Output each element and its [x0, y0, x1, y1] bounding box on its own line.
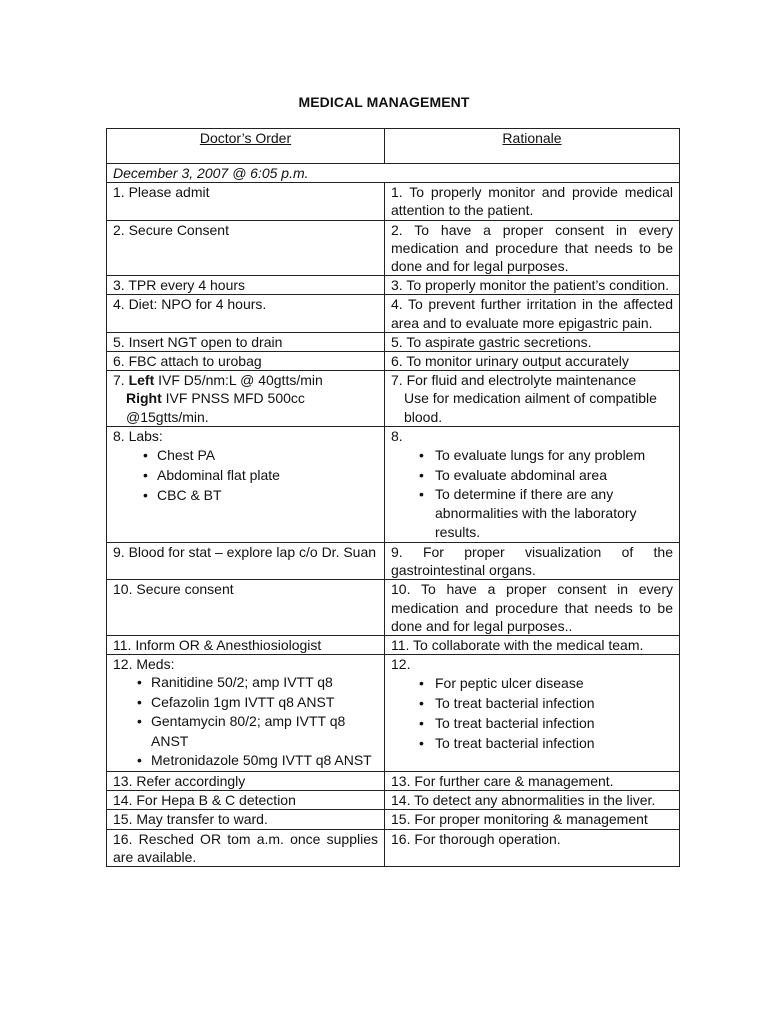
order-cell: 10. Secure consent: [107, 580, 385, 636]
labs-rationale-list: [391, 445, 673, 542]
rationale-cell: 13. For further care & management.: [385, 771, 680, 790]
list-item: • For peptic ulcer disease: [391, 673, 673, 693]
list-item: • To evaluate lungs for any problem: [391, 445, 673, 465]
meds-rationale-list: [391, 673, 673, 753]
meds-list: [113, 673, 378, 771]
header-row: [107, 129, 680, 164]
order-right-label: Right: [126, 390, 162, 407]
table-row: [107, 332, 680, 351]
rationale-cell: 15. For proper monitoring & management: [385, 810, 680, 829]
order-cell: 6. FBC attach to urobag: [107, 352, 385, 371]
table-row: [107, 352, 680, 371]
order-cell: 14. For Hepa B & C detection: [107, 791, 385, 810]
order-cell: 9. Blood for stat – explore lap c/o Dr. Suan: [107, 543, 385, 580]
table-row: [107, 426, 680, 542]
rationale-cell: 3. To properly monitor the patient’s condition.: [385, 276, 680, 295]
rationale-heading: 12.: [391, 656, 411, 673]
table-row: [107, 636, 680, 655]
list-item: • To determine if there are any abnormalities with the laboratory results.: [391, 485, 673, 542]
order-date: December 3, 2007 @ 6:05 p.m.: [107, 164, 680, 183]
header-rationale: Rationale: [385, 129, 680, 164]
table-row: [107, 183, 680, 220]
list-item: • Chest PA: [113, 445, 378, 465]
rationale-cell: 9. For proper visualization of the gastrointestinal organs.: [385, 543, 680, 580]
order-heading: 8. Labs:: [113, 427, 163, 444]
table-row: [107, 220, 680, 276]
rationale-heading: 8.: [391, 427, 403, 444]
rationale-cell: [385, 426, 680, 542]
rationale-cell: 4. To prevent further irritation in the affected area and to evaluate more epigastric pain.: [385, 295, 680, 332]
order-left-text: IVF D5/nm:L @ 40gtts/min: [154, 372, 323, 389]
order-cell: 16. Resched OR tom a.m. once supplies are available.: [107, 829, 385, 866]
rationale-cell: [385, 655, 680, 772]
rationale-line: Use for medication ailment of compatible blood.: [404, 390, 657, 425]
order-cell: 1. Please admit: [107, 183, 385, 220]
order-cell: 11. Inform OR & Anesthiosiologist: [107, 636, 385, 655]
date-row: [107, 164, 680, 183]
rationale-cell: 1. To properly monitor and provide medical attention to the patient.: [385, 183, 680, 220]
order-cell: [107, 426, 385, 542]
rationale-cell: 6. To monitor urinary output accurately: [385, 352, 680, 371]
order-cell: [107, 371, 385, 427]
list-item: • To treat bacterial infection: [391, 713, 673, 733]
rationale-cell: 14. To detect any abnormalities in the liver.: [385, 791, 680, 810]
table-row: [107, 371, 680, 427]
rationale-line: 7. For fluid and electrolyte maintenance: [391, 372, 637, 389]
order-cell: 5. Insert NGT open to drain: [107, 332, 385, 351]
rationale-cell: 16. For thorough operation.: [385, 829, 680, 866]
list-item: • Abdominal flat plate: [113, 465, 378, 485]
rationale-cell: 10. To have a proper consent in every medication and procedure that needs to be done and for legal purposes..: [385, 580, 680, 636]
order-cell: 4. Diet: NPO for 4 hours.: [107, 295, 385, 332]
table-row: [107, 543, 680, 580]
order-heading: 12. Meds:: [113, 656, 175, 673]
medical-management-table: [106, 128, 680, 867]
rationale-cell: [385, 371, 680, 427]
table-row: [107, 791, 680, 810]
order-left-label: Left: [128, 372, 155, 389]
list-item: • To treat bacterial infection: [391, 733, 673, 753]
order-right-text: IVF PNSS MFD 500cc @15gtts/min.: [126, 390, 305, 425]
rationale-cell: 2. To have a proper consent in every medication and procedure that needs to be done and for legal purposes.: [385, 220, 680, 276]
table-row: [107, 655, 680, 772]
list-item: • Cefazolin 1gm IVTT q8 ANST: [113, 693, 378, 713]
order-right-line: [113, 389, 378, 425]
list-item: • To evaluate abdominal area: [391, 465, 673, 485]
list-item: • CBC & BT: [113, 485, 378, 505]
order-number: 7.: [113, 372, 129, 389]
table-row: [107, 295, 680, 332]
labs-list: [113, 445, 378, 505]
list-item: • To treat bacterial infection: [391, 693, 673, 713]
rationale-cell: 5. To aspirate gastric secretions.: [385, 332, 680, 351]
rationale-cell: 11. To collaborate with the medical team.: [385, 636, 680, 655]
list-item: • Metronidazole 50mg IVTT q8 ANST: [113, 751, 378, 771]
order-cell: 2. Secure Consent: [107, 220, 385, 276]
page-title: MEDICAL MANAGEMENT: [298, 94, 470, 110]
order-cell: 13. Refer accordingly: [107, 771, 385, 790]
table-row: [107, 829, 680, 866]
table-row: [107, 771, 680, 790]
header-doctors-order: Doctor’s Order: [107, 129, 385, 164]
order-cell: 3. TPR every 4 hours: [107, 276, 385, 295]
table-row: [107, 810, 680, 829]
list-item: • Ranitidine 50/2; amp IVTT q8: [113, 673, 378, 693]
order-cell: [107, 655, 385, 772]
table-row: [107, 580, 680, 636]
order-cell: 15. May transfer to ward.: [107, 810, 385, 829]
table-row: [107, 276, 680, 295]
list-item: • Gentamycin 80/2; amp IVTT q8 ANST: [113, 712, 378, 751]
